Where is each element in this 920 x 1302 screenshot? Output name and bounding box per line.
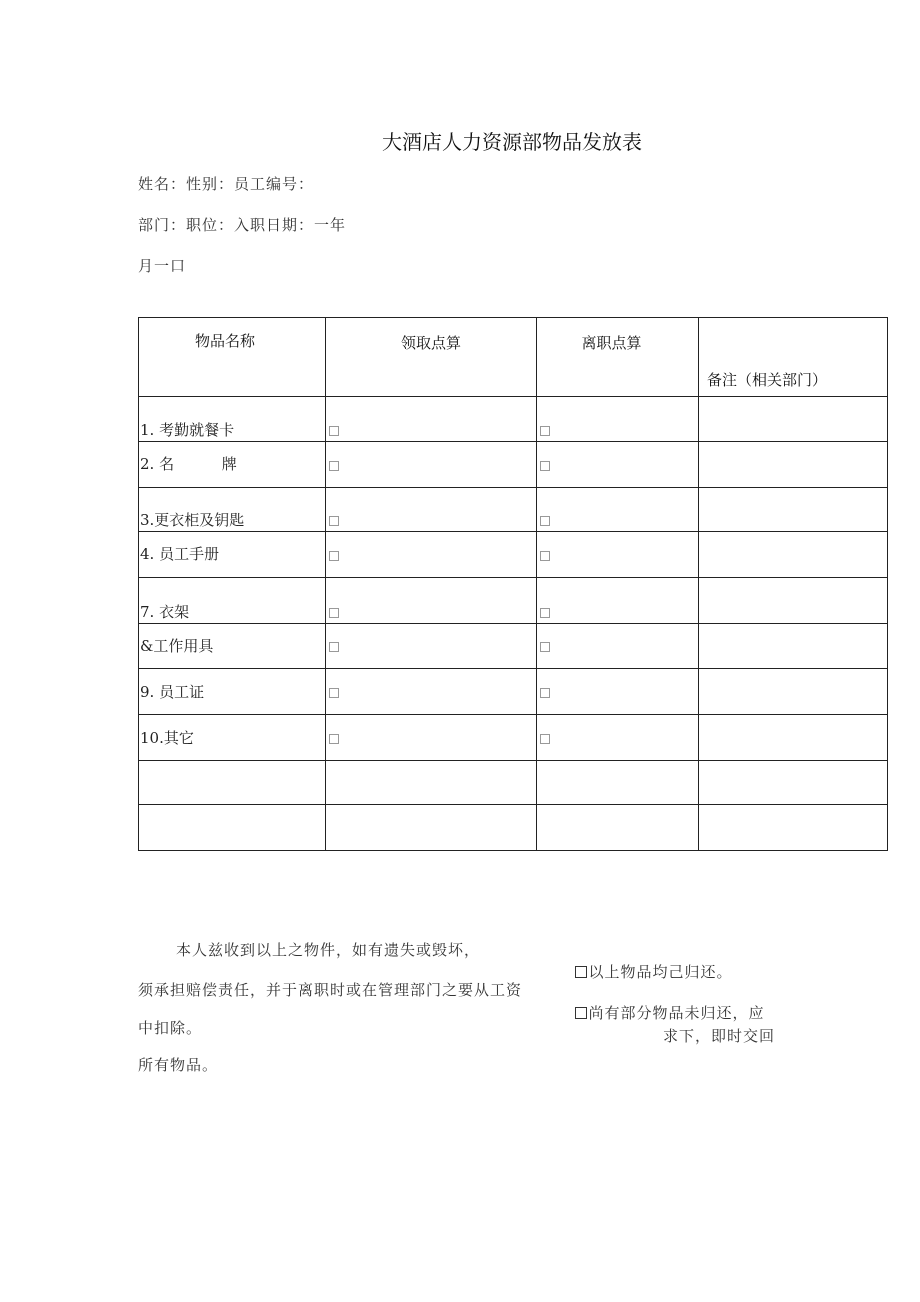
remark-cell	[699, 669, 888, 715]
leave-checkbox[interactable]	[540, 516, 550, 526]
leave-cell	[537, 624, 699, 669]
not-returned-label: 尚有部分物品未归还，应	[588, 1004, 765, 1022]
table-header-row	[139, 318, 888, 397]
info-line-month: 月一口	[138, 257, 187, 275]
item-cell	[139, 805, 326, 851]
receive-checkbox[interactable]	[329, 608, 339, 618]
leave-cell	[537, 488, 699, 532]
table-row	[139, 488, 888, 532]
leave-checkbox[interactable]	[540, 688, 550, 698]
receive-cell	[326, 397, 537, 442]
not-returned-option[interactable]	[563, 984, 765, 1023]
receive-checkbox[interactable]	[329, 426, 339, 436]
leave-checkbox[interactable]	[540, 608, 550, 618]
item-cell: &工作用具	[139, 624, 326, 669]
item-cell: 3.更衣柜及钥匙	[139, 488, 326, 532]
returned-all-option[interactable]	[563, 943, 733, 982]
table-row	[139, 397, 888, 442]
receive-cell	[326, 761, 537, 805]
item-cell: 7. 衣架	[139, 578, 326, 624]
item-cell: 10.其它	[139, 715, 326, 761]
leave-cell	[537, 761, 699, 805]
info-line-dept-position-date: 部门：职位：入职日期：一年	[138, 216, 347, 234]
item-cell: 2. 名 牌	[139, 442, 326, 488]
receive-cell	[326, 532, 537, 578]
returned-all-label: 以上物品均己归还。	[588, 963, 733, 981]
table-row	[139, 624, 888, 669]
declaration-line-4: 所有物品。	[138, 1056, 219, 1074]
table-row-empty	[139, 805, 888, 851]
header-item-name: 物品名称	[139, 318, 326, 397]
remark-cell	[699, 578, 888, 624]
receive-checkbox[interactable]	[329, 688, 339, 698]
remark-cell	[699, 488, 888, 532]
declaration-line-3: 中扣除。	[138, 1019, 203, 1037]
receive-cell	[326, 578, 537, 624]
receive-cell	[326, 669, 537, 715]
receive-checkbox[interactable]	[329, 551, 339, 561]
header-remarks: 备注（相关部门）	[699, 318, 888, 397]
item-cell: 4. 员工手册	[139, 532, 326, 578]
remark-cell	[699, 715, 888, 761]
remark-cell	[699, 442, 888, 488]
leave-checkbox[interactable]	[540, 551, 550, 561]
leave-checkbox[interactable]	[540, 426, 550, 436]
receive-cell	[326, 624, 537, 669]
remark-cell	[699, 397, 888, 442]
leave-cell	[537, 397, 699, 442]
info-line-name-gender-id: 姓名：性别：员工编号：	[138, 175, 315, 193]
returned-all-checkbox[interactable]	[575, 966, 587, 978]
leave-checkbox[interactable]	[540, 734, 550, 744]
leave-cell	[537, 805, 699, 851]
return-instruction: 求下，即时交回	[663, 1027, 776, 1045]
item-cell	[139, 761, 326, 805]
table-row-empty	[139, 761, 888, 805]
receive-cell	[326, 715, 537, 761]
receive-cell	[326, 488, 537, 532]
receive-cell	[326, 442, 537, 488]
item-cell: 9. 员工证	[139, 669, 326, 715]
table-row	[139, 442, 888, 488]
header-receive-count: 领取点算	[326, 318, 537, 397]
header-leave-count: 离职点算	[537, 318, 699, 397]
remark-cell	[699, 532, 888, 578]
receive-checkbox[interactable]	[329, 461, 339, 471]
receive-checkbox[interactable]	[329, 516, 339, 526]
leave-cell	[537, 715, 699, 761]
table-row	[139, 532, 888, 578]
table-row	[139, 715, 888, 761]
leave-checkbox[interactable]	[540, 461, 550, 471]
receive-checkbox[interactable]	[329, 642, 339, 652]
remark-cell	[699, 761, 888, 805]
leave-cell	[537, 578, 699, 624]
table-row	[139, 669, 888, 715]
declaration-line-1: 本人兹收到以上之物件，如有遗失或毁坏，	[176, 941, 481, 959]
items-table	[138, 317, 888, 851]
remark-cell	[699, 805, 888, 851]
form-title: 大酒店人力资源部物品发放表	[382, 130, 642, 154]
receive-cell	[326, 805, 537, 851]
leave-cell	[537, 669, 699, 715]
not-returned-checkbox[interactable]	[575, 1007, 587, 1019]
leave-cell	[537, 532, 699, 578]
table-row	[139, 578, 888, 624]
item-cell: 1. 考勤就餐卡	[139, 397, 326, 442]
receive-checkbox[interactable]	[329, 734, 339, 744]
leave-cell	[537, 442, 699, 488]
leave-checkbox[interactable]	[540, 642, 550, 652]
declaration-line-2: 须承担赔偿责任，并于离职时或在管理部门之要从工资	[138, 981, 523, 999]
remark-cell	[699, 624, 888, 669]
